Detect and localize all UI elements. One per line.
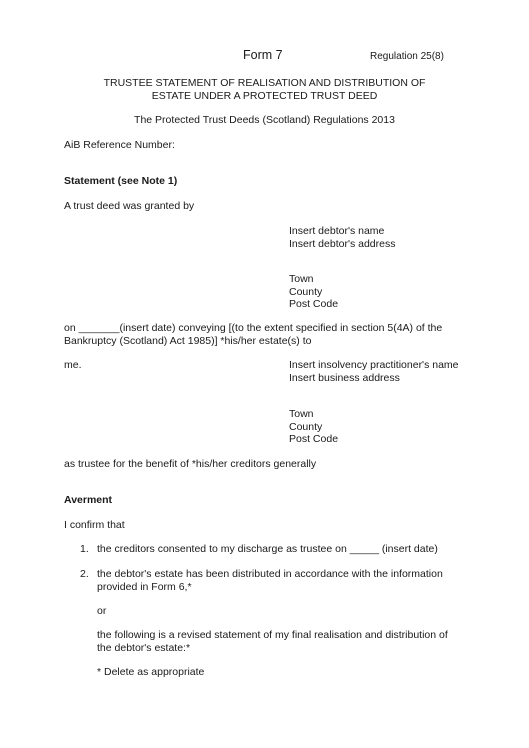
regulations-subtitle: The Protected Trust Deeds (Scotland) Regulations 2013 bbox=[134, 114, 395, 126]
debtor-name-instruction: Insert debtor's name bbox=[289, 225, 385, 237]
revised-statement-line-2: the debtor's estate:* bbox=[97, 641, 191, 654]
averment-item-2-text bbox=[97, 568, 443, 593]
document-title-line1: TRUSTEE STATEMENT OF REALISATION AND DISTRIBUTION OF bbox=[103, 77, 426, 89]
averment-item-1-text: the creditors consented to my discharge as trustee on _____ (insert date) bbox=[97, 543, 438, 555]
regulation-reference: Regulation 25(8) bbox=[370, 51, 444, 62]
debtor-address-instruction: Insert debtor's address bbox=[289, 237, 396, 250]
debtor-county: County bbox=[289, 285, 323, 298]
practitioner-name-instruction: Insert insolvency practitioner's name bbox=[289, 359, 459, 371]
averment-item-2-number: 2. bbox=[80, 568, 89, 580]
statement-closing: as trustee for the benefit of *his/her creditors generally bbox=[64, 458, 317, 470]
practitioner-post-code: Post Code bbox=[289, 433, 339, 445]
form-number: Form 7 bbox=[243, 48, 283, 62]
revised-statement-line-1: the following is a revised statement of my final realisation and distribution of bbox=[97, 629, 448, 641]
me-label: me. bbox=[64, 359, 82, 371]
revised-statement-text bbox=[97, 629, 448, 654]
averment-item-2-line-2: provided in Form 6,* bbox=[97, 580, 192, 593]
debtor-post-code: Post Code bbox=[289, 298, 339, 310]
document-title-line2: ESTATE UNDER A PROTECTED TRUST DEED bbox=[151, 90, 378, 102]
conveying-paragraph bbox=[64, 322, 442, 347]
debtor-town: Town bbox=[289, 273, 314, 285]
practitioner-address-block bbox=[289, 408, 338, 446]
practitioner-address-instruction: Insert business address bbox=[289, 371, 400, 384]
conveying-line-1: on _______(insert date) conveying [(to the extent specified in section 5(4A) of the bbox=[64, 322, 443, 334]
averment-item-1-number: 1. bbox=[80, 543, 89, 555]
averment-intro: I confirm that bbox=[64, 519, 125, 531]
debtor-details-block bbox=[289, 225, 395, 250]
conveying-line-2: Bankruptcy (Scotland) Act 1985)] *his/her estate(s) to bbox=[64, 334, 312, 347]
statement-heading: Statement (see Note 1) bbox=[64, 175, 178, 187]
aib-reference-label: AiB Reference Number: bbox=[64, 139, 175, 151]
delete-as-appropriate-note: * Delete as appropriate bbox=[97, 666, 205, 678]
debtor-address-block bbox=[289, 273, 338, 311]
practitioner-county: County bbox=[289, 420, 323, 433]
statement-intro: A trust deed was granted by bbox=[64, 200, 195, 212]
averment-heading: Averment bbox=[64, 494, 113, 506]
practitioner-town: Town bbox=[289, 408, 314, 420]
or-label: or bbox=[97, 605, 107, 617]
practitioner-details-block bbox=[289, 359, 459, 384]
averment-item-2-line-1: the debtor's estate has been distributed in accordance with the information bbox=[97, 568, 443, 580]
